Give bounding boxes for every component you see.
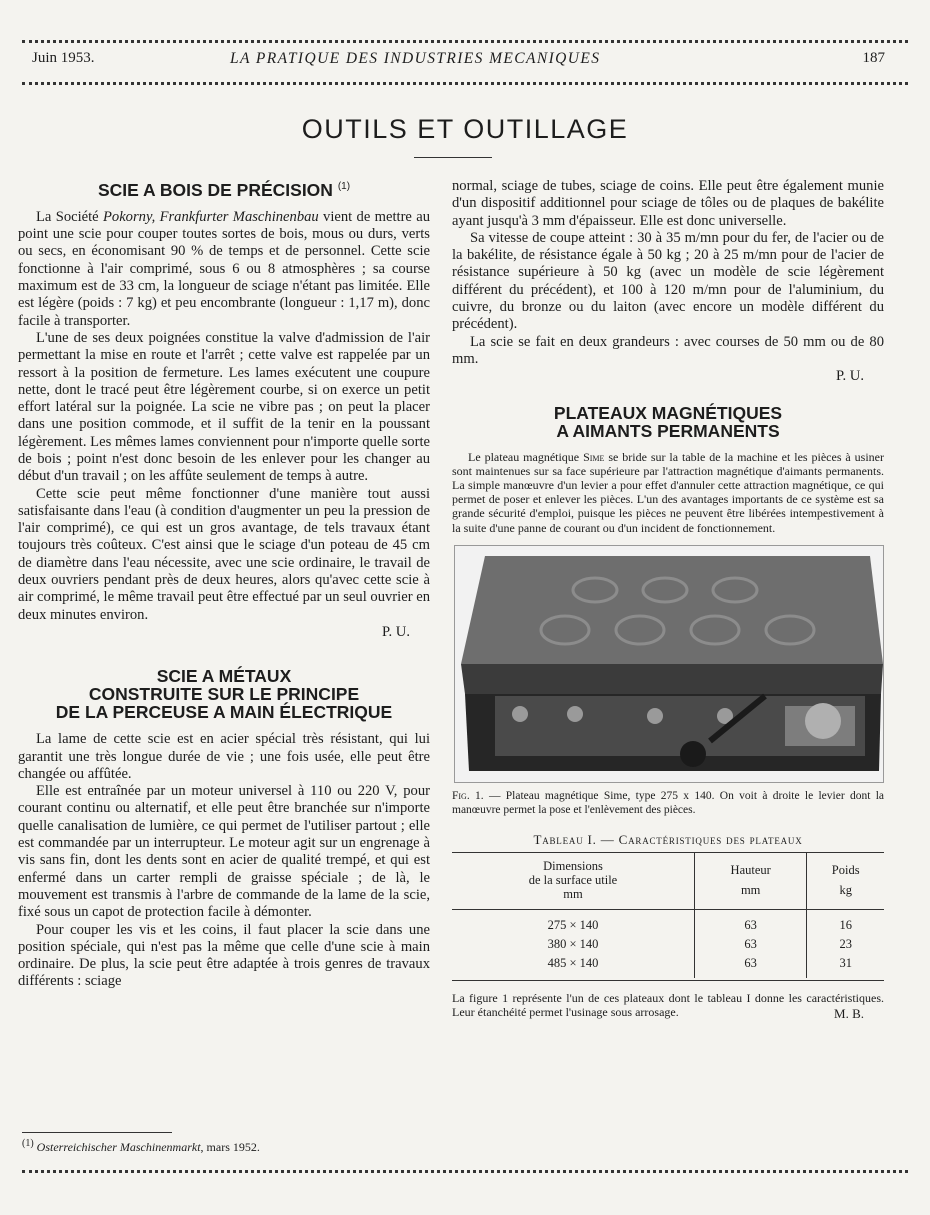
article3-signature: M. B.	[834, 1006, 864, 1022]
article1-signature: P. U.	[382, 623, 410, 640]
article2-paragraph: Sa vitesse de coupe atteint : 30 à 35 m/mn pour du fer, de l'acier ou de la bakélite, de résistance égale à 50 kg ; 20 à 25 m/mn pour de l'acier de résistance supérieure à 50 kg (avec un modèle de scie légèrement différent du précédent), et 100 à 120 m/mn pour de l'aluminium, du cuivre, du bronze ou du laiton (avec encore un modèle différent du précédent).	[452, 229, 884, 333]
article3-title: PLATEAUX MAGNÉTIQUES A AIMANTS PERMANENTS	[553, 402, 783, 441]
issue-date: Juin 1953.	[32, 50, 95, 66]
magnetic-plate-illustration	[455, 546, 883, 782]
header-dotted-rule	[22, 82, 908, 85]
article2-paragraph: La scie se fait en deux grandeurs : avec courses de 50 mm ou de 80 mm.	[452, 333, 884, 367]
article3-paragraph: Le plateau magnétique Sime se bride sur la table de la machine et les pièces à usiner sont maintenues sur sa face supérieure par l'attraction magnétique d'aimants permanents. La simple manœuvre d'un levier a pour effet d'annuler cette attraction magnétique, ce qui permet de poser et enlever les pièces. L'un des avantages importants de ce système est sa grande sécurité d'emploi, puisque les pièces ne peuvent être libérées intempestivement à la suite d'une panne de courant ou d'un incident de fonctionnement.	[452, 449, 884, 535]
magnetic-plate-photo	[454, 545, 884, 783]
characteristics-table	[452, 852, 884, 978]
table-row: 275 × 140 63 16	[452, 910, 884, 936]
article2-signature: P. U.	[836, 368, 864, 385]
table-header-height: Hauteur mm	[694, 853, 806, 910]
article2-paragraph: Elle est entraînée par un moteur universel à 110 ou 220 V, pour courant continu ou alternatif, et elle peut être branchée sur n'importe quelle canalisation de lumière, ce qui permet de l'utiliser partout ; elle est commandée par un interrupteur. Le moteur agit sur un engrenage à vis sans fin, dont les dents sont en acier de qualité trempé, et qui est enfermé dans un carter rempli de graisse spéciale ; de là, le mouvement est transmis à l'arbre de commande de la lame de la scie, fixé sous un capot de protection facile à démonter.	[18, 783, 430, 921]
article2-paragraph: Pour couper les vis et les coins, il faut placer la scie dans une position spéciale, qui n'est pas la même que celle d'une scie à main ordinaire. De plus, la scie peut être adaptée à trois genres de travaux différents : sciage	[18, 921, 430, 990]
footnote-rule	[22, 1132, 172, 1133]
table-header-weight: Poids kg	[807, 853, 884, 910]
table-row: 485 × 140 63 31	[452, 954, 884, 978]
figure-caption: Fig. 1. — Plateau magnétique Sime, type 275 x 140. On voit à droite le levier dont la manœuvre permet la pose et l'enlèvement des pièces.	[452, 789, 884, 816]
page-header	[32, 50, 885, 72]
bottom-dotted-rule	[22, 1170, 908, 1173]
article1-paragraph: Cette scie peut même fonctionner d'une manière tout aussi satisfaisante dans l'eau (à condition d'augmenter un peu la pression de l'air comprimé), ce qui est un gros avantage, de tels travaux étant toujours très coûteux. C'est ainsi que le sciage d'un poteau de 45 cm de diamètre dans l'eau nécessite, avec une scie ordinaire, le travail de deux ouvriers pendant près de deux heures, alors qu'avec cette scie à air comprimé, le même travail peut être effectué par un seul ouvrier en deux minutes environ.	[18, 485, 430, 623]
article1-paragraph: L'une de ses deux poignées constitue la valve d'admission de l'air permettant la mise en route et l'arrêt ; cette valve est rappelée par un ressort à la position de fermeture. Les lames exécutent une coupure nette, dont le tracé peut être légèrement courbe, si on exerce un petit effort latéral sur la poignée. La scie ne vibre pas ; on peut la placer dans une position commode, et il suffit de la tenir en la poussant légèrement. Les mêmes lames conviennent pour n'importe quelle sorte de bois ; point n'est donc besoin de les enlever pour les changer au début d'un travail ; on les affûte seulement de temps à autre.	[18, 329, 430, 485]
article1-paragraph: La Société Pokorny, Frankfurter Maschinenbau vient de mettre au point une scie pour couper toutes sortes de bois, mous ou durs, verts ou secs, en économisant 90 % de temps et de personnel. Cette scie fonctionne à l'air comprimé, sous 6 ou 8 atmosphères ; sa course maximum est de 33 cm, la longueur de sciage n'étant pas limitée. Elle est légère (poids : 7 kg) et peu encombrante (longueur : 1,17 m), donc facile à transporter.	[18, 208, 430, 329]
table-row: 380 × 140 63 23	[452, 935, 884, 954]
table-bottom-rule	[452, 980, 884, 981]
journal-title: LA PRATIQUE DES INDUSTRIES MECANIQUES	[230, 50, 601, 67]
article2-title: SCIE A MÉTAUX CONSTRUITE SUR LE PRINCIPE DE LA PERCEUSE A MAIN ÉLECTRIQUE	[55, 666, 393, 723]
article1-title: SCIE A BOIS DE PRÉCISION $^{(1)}$	[97, 179, 351, 200]
section-title: OUTILS ET OUTILLAGE	[301, 114, 629, 144]
table-title: Tableau I. — Caractéristiques des plateaux	[533, 831, 803, 847]
page-number: 187	[862, 50, 885, 66]
article2-paragraph: La lame de cette scie est en acier spécial très résistant, qui lui garantit une très longue durée de vie ; une fois usée, elle peut être changée ou affûtée.	[18, 731, 430, 782]
footnote: $^{(1)}$ Osterreichischer Maschinenmarkt, mars 1952.	[22, 1138, 260, 1154]
article3-intro	[452, 450, 884, 535]
section-title-underline	[414, 157, 492, 158]
article2-paragraph: normal, sciage de tubes, sciage de coins. Elle peut être également munie d'un dispositif additionnel pour sciage de tôles ou de plaques de bakélite ayant jusqu'à 3 mm d'épaisseur. Elle est donc universelle.	[452, 178, 884, 229]
table-header-dimensions: Dimensions de la surface utile mm	[452, 853, 694, 910]
article3-paragraph: La figure 1 représente l'un de ces plateaux dont le tableau I donne les caractéristiques. Leur étanchéité permet l'usinage sous arrosage.	[452, 991, 884, 1020]
right-column	[452, 178, 884, 1023]
left-column	[18, 178, 430, 991]
top-dotted-rule	[22, 40, 908, 43]
